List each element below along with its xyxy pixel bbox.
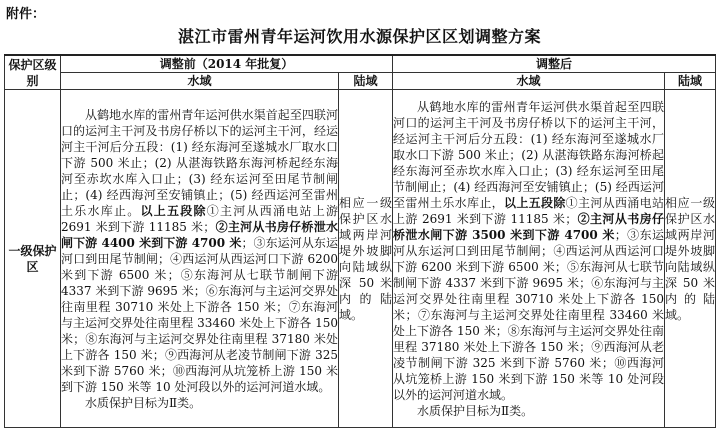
level-cell: 一级保护区	[5, 90, 61, 428]
before-header: 调整前（2014 年批复）	[61, 55, 393, 73]
after-land-cell: 相应一级保护区水域两岸河堤外坡脚向陆域纵深 50 米内的陆域。	[665, 90, 716, 428]
before-water-description: 从鹤地水库的雷州青年运河供水渠首起至四联河口的运河主干河及书房仔桥以下的运河主干河，经运河主干河后分五段：(1) 经东海河至遂城水厂取水口下游 500 米止；(2) 从湛海铁路东海河桥起经东海河至赤坎水库入口止；(3) 经东运河至田尾节制闸止；(4) 经西海河至安铺镇止；(5) 经西运河至雷州土乐水库止。以上五段除①主河从西涌电站上游 2691 米到下游 11185 米；②主河从书房仔桥泄水闸下游 4400 米到下游 4700 米；③东运河从东运河口到田尾节制闸；④西运河从西运河口下游 6200 米到下游 6500 米；⑤东海河从七联节制闸下游 4337 米到下游 9695 米；⑥东海河与主运河交界处往南里程 30710 米处上下游各 150 米；⑦东海河与主运河交界处往南里程 33460 米处上下游各 150 米；⑧东海河与主运河交界处往南里程 37180 米处上下游各 150 米；⑨西海河从老凌节制闸下游 325 米到下游 5760 米；⑩西海河从坑笼桥上游 150 米到下游 150 米等 10 处河段以外的运河河道水域。	[61, 107, 338, 394]
before-land-cell: 相应一级保护区水域两岸河堤外坡脚向陆域纵深 50 米内的陆域。	[339, 90, 393, 428]
before-water-quality: 水质保护目标为Ⅱ类。	[85, 395, 202, 410]
after-water-description: 从鹤地水库的雷州青年运河供水渠首起至四联河口的运河主干河及书房仔桥以下的运河主干河，经运河主干河后分五段：(1) 经东海河至遂城水厂取水口下游 500 米止；(2) 从湛海铁路东海河桥起经东海河至赤坎水库入口止；(3) 经东运河至田尾节制闸止；(4) 经西海河至安铺镇止；(5) 经西运河至雷州土乐水库止，以上五段除①主河从西涌电站上游 2691 米到下游 11185 米；②主河从书房仔桥泄水闸下游 3500 米到下游 4700 米；③东运河从东运河口到田尾节制闸；④西运河从西运河口下游 6200 米到下游 6500 米；⑤东海河从七联节制闸下游 4337 米到下游 9695 米；⑥东海河与主运河交界处往南里程 30710 米处上下游各 150 米；⑦东海河与主运河交界处往南里程 33460 米处上下游各 150 米；⑧东海河与主运河交界处往南里程 37180 米处上下游各 150 米；⑨西海河从老凌节制闸下游 325 米到下游 5760 米；⑩西海河从坑笼桥上游 150 米到下游 150 米等 10 处河段以外的运河河道水域。	[393, 99, 665, 402]
zoning-table	[4, 54, 716, 428]
level-header: 保护区级别	[5, 55, 61, 90]
before-water-cell	[61, 90, 339, 428]
before-water-header: 水域	[61, 73, 339, 90]
after-water-header: 水域	[393, 73, 665, 90]
after-water-cell	[393, 90, 665, 428]
after-water-quality: 水质保护目标为Ⅱ类。	[417, 403, 534, 418]
after-land-header: 陆域	[665, 73, 716, 90]
after-header: 调整后	[393, 55, 716, 73]
attachment-label: 附件：	[6, 7, 46, 22]
document-title: 湛江市雷州青年运河饮用水源保护区区划调整方案	[177, 27, 541, 46]
before-land-header: 陆域	[339, 73, 393, 90]
